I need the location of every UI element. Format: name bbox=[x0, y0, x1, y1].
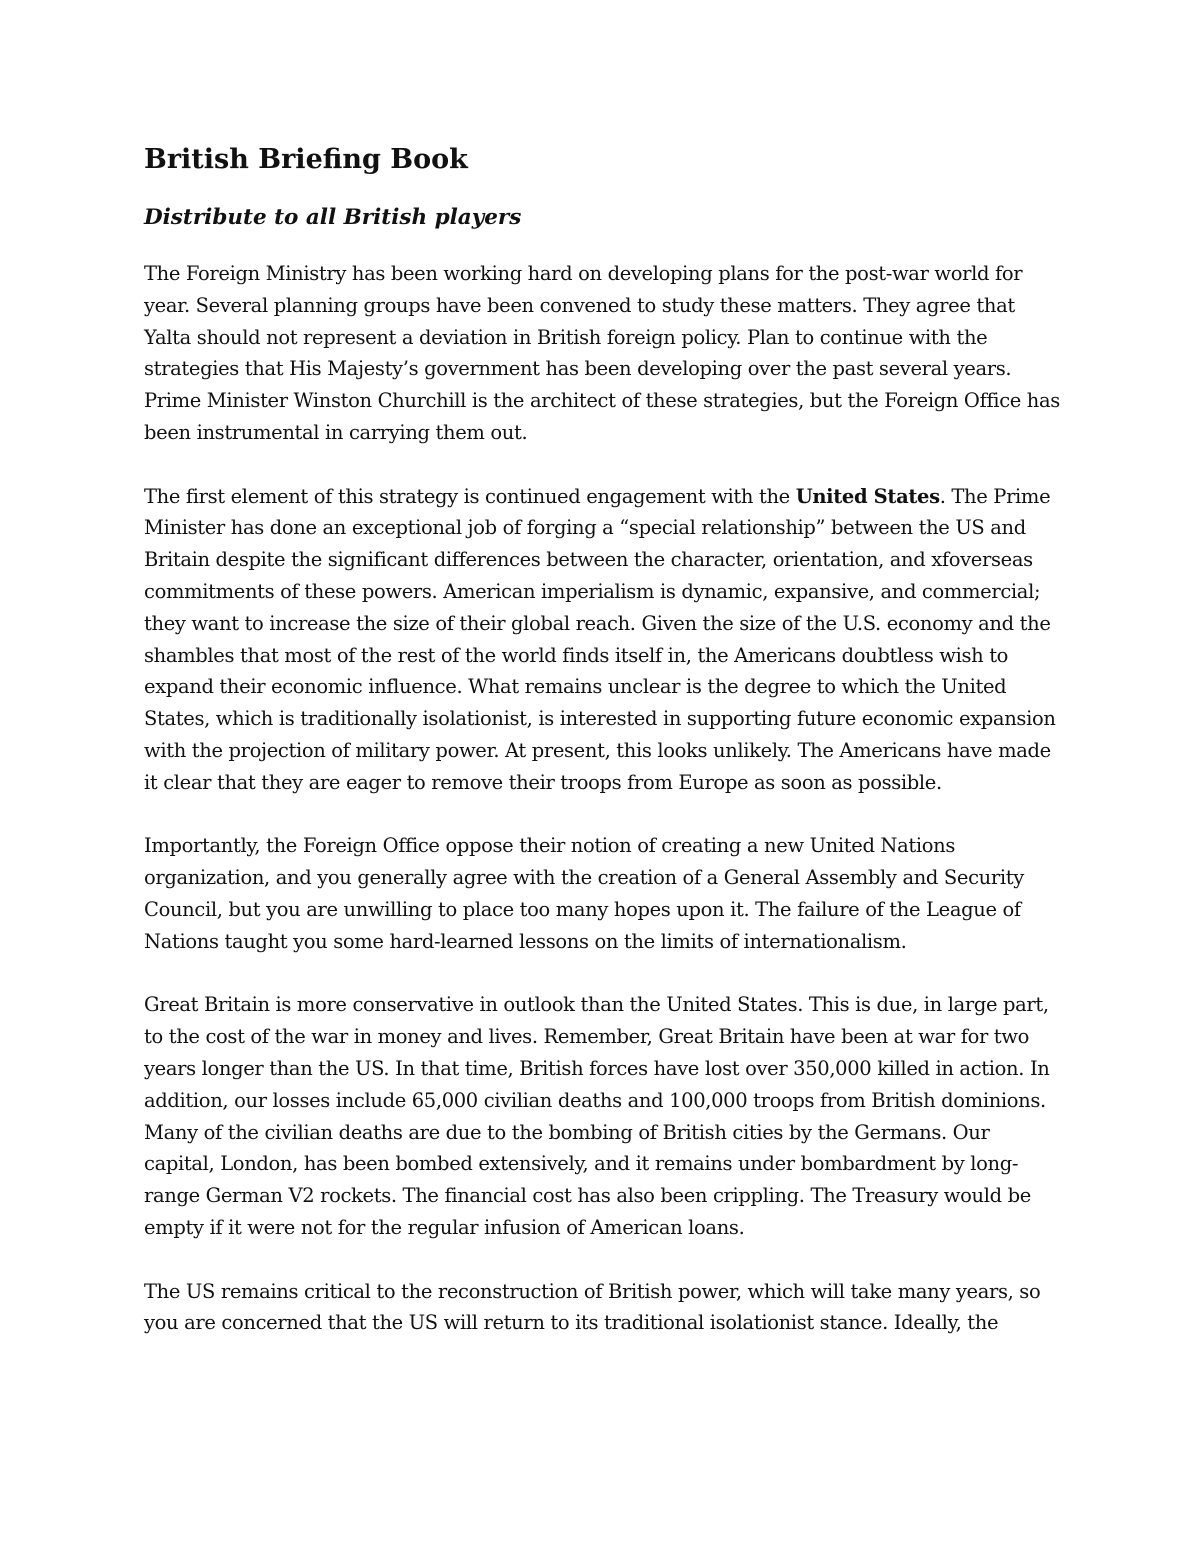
paragraph-foreign-ministry: The Foreign Ministry has been working hard on developing plans for the post-war world for year. Several planning groups have been convened to study these matters. They agree that Yalta should not represent a deviation in British foreign policy. Plan to continue with the strategies that His Majesty’s government has been developing over the past several years. Prime Minister Winston Churchill is the architect of these strategies, but the Foreign Office has been instrumental in carrying them out. bbox=[144, 262, 1060, 444]
document-subtitle: Distribute to all British players bbox=[144, 205, 522, 230]
paragraph-united-states bbox=[144, 481, 1064, 799]
paragraph-text: The first element of this strategy is continued engagement with the bbox=[144, 484, 796, 508]
paragraph-united-nations: Importantly, the Foreign Office oppose their notion of creating a new United Nations organization, and you generally agree with the creation of a General Assembly and Security Council, but you are unwilling to place too many hopes upon it. The failure of the League of Nations taught you some hard-learned lessons on the limits of internationalism. bbox=[144, 834, 1024, 953]
paragraph-us-reconstruction: The US remains critical to the reconstruction of British power, which will take many years, so you are concerned that the US will return to its traditional isolationist stance. Ideally, the bbox=[144, 1279, 1041, 1335]
document-title: British Briefing Book bbox=[144, 144, 468, 175]
paragraph-text: . The Prime Minister has done an exceptional job of forging a “special relationship” between the US and Britain despite the significant differences between the character, orientation, and xfoverseas commitments of these powers. American imperialism is dynamic, expansive, and commercial; they want to increase the size of their global reach. Given the size of the U.S. economy and the shambles that most of the rest of the world finds itself in, the Americans doubtless wish to expand their economic influence. What remains unclear is the degree to which the United States, which is traditionally isolationist, is interested in supporting future economic expansion with the projection of military power. At present, this looks unlikely. The Americans have made it clear that they are eager to remove their troops from Europe as soon as possible. bbox=[144, 484, 1056, 794]
bold-text: United States bbox=[795, 484, 940, 508]
paragraph-great-britain: Great Britain is more conservative in outlook than the United States. This is due, in large part, to the cost of the war in money and lives. Remember, Great Britain have been at war for two years longer than the US. In that time, British forces have lost over 350,000 killed in action. In addition, our losses include 65,000 civilian deaths and 100,000 troops from British dominions. Many of the civilian deaths are due to the bombing of British cities by the Germans. Our capital, London, has been bombed extensively, and it remains under bombardment by long-range German V2 rockets. The financial cost has also been crippling. The Treasury would be empty if it were not for the regular infusion of American loans. bbox=[144, 993, 1050, 1239]
document-body bbox=[144, 140, 1064, 1371]
